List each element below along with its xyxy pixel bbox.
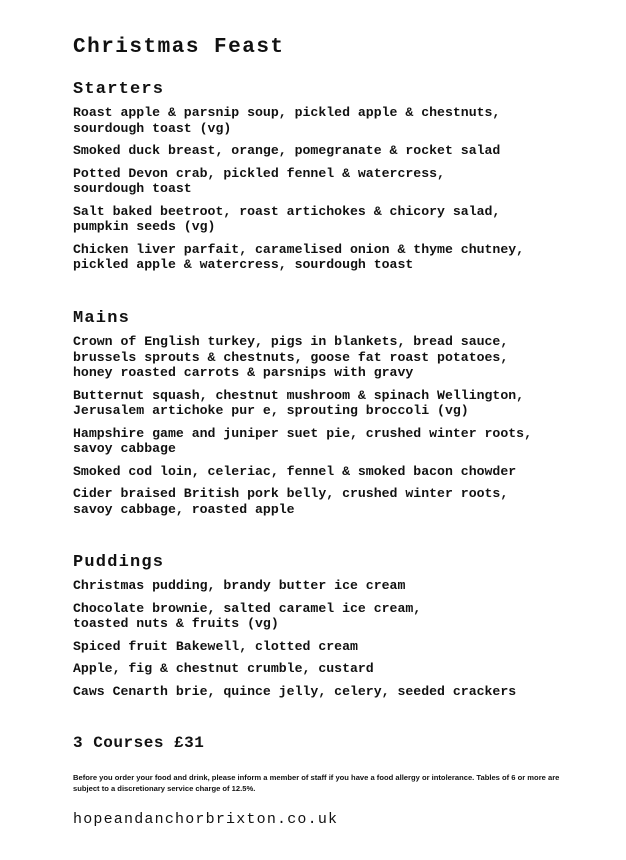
section-heading: Starters xyxy=(73,80,165,99)
puddings-section xyxy=(73,553,596,706)
menu-item: Apple, fig & chestnut crumble, custard xyxy=(73,661,374,676)
menu-item: Chicken liver parfait, caramelised onion & thyme chutney, pickled apple & watercress, sourdough toast xyxy=(73,241,525,272)
starters-section xyxy=(73,80,596,280)
section-heading: Mains xyxy=(73,309,131,328)
menu-item: Cider braised British pork belly, crushed winter roots, savoy cabbage, roasted apple xyxy=(73,486,509,517)
menu-item: Chocolate brownie, salted caramel ice cream, toasted nuts & fruits (vg) xyxy=(73,600,422,631)
menu-item: Butternut squash, chestnut mushroom & spinach Wellington, Jerusalem artichoke pur e, sprouting broccoli (vg) xyxy=(73,387,525,418)
menu-item: Spiced fruit Bakewell, clotted cream xyxy=(73,638,358,654)
menu-item: Christmas pudding, brandy butter ice cream xyxy=(73,578,406,593)
menu-item: Salt baked beetroot, roast artichokes & chicory salad, pumpkin seeds (vg) xyxy=(73,203,501,234)
menu-item: Smoked duck breast, orange, pomegranate & rocket salad xyxy=(73,143,501,158)
menu-item: Smoked cod loin, celeriac, fennel & smoked bacon chowder xyxy=(73,463,517,479)
menu-item: Hampshire game and juniper suet pie, crushed winter roots, savoy cabbage xyxy=(73,425,532,456)
menu-item: Potted Devon crab, pickled fennel & watercress, sourdough toast xyxy=(73,165,445,196)
menu-item: Crown of English turkey, pigs in blankets, bread sauce, brussels sprouts & chestnuts, goose fat roast potatoes, honey roasted carrots & parsnips with gravy xyxy=(73,334,509,380)
menu-title: Christmas Feast xyxy=(73,36,285,59)
price: 3 Courses £31 xyxy=(73,734,205,752)
website-link[interactable]: hopeandanchorbrixton.co.uk xyxy=(73,811,339,828)
mains-section xyxy=(73,309,596,524)
menu-item: Roast apple & parsnip soup, pickled apple & chestnuts, sourdough toast (vg) xyxy=(73,105,501,136)
section-heading: Puddings xyxy=(73,553,165,572)
menu-item: Caws Cenarth brie, quince jelly, celery, seeded crackers xyxy=(73,683,517,699)
allergy-disclaimer: Before you order your food and drink, please inform a member of staff if you have a food allergy or intolerance. Tables of 6 or more are subject to a discretionary service charge of 12.5%. xyxy=(73,773,560,793)
